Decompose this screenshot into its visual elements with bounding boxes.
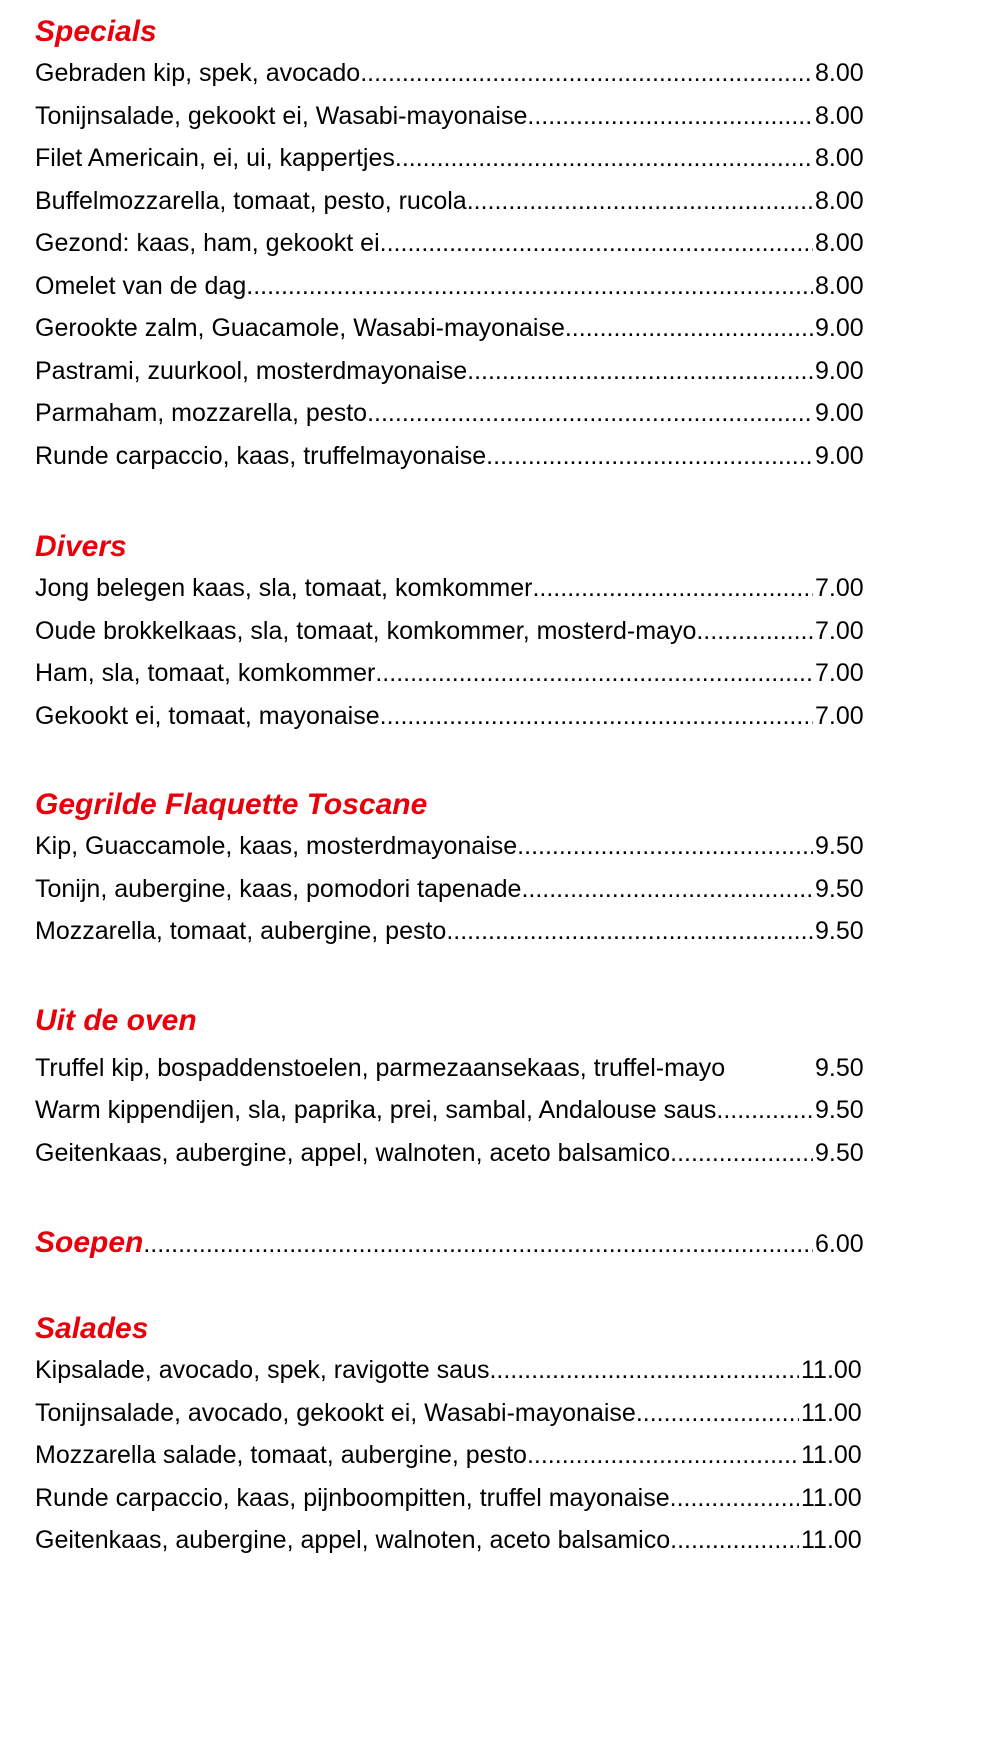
menu-item xyxy=(35,1519,885,1562)
menu-item xyxy=(35,307,885,350)
menu-item xyxy=(35,1089,885,1132)
items-specials xyxy=(35,52,885,477)
items-flaquette xyxy=(35,825,885,953)
dot-leader xyxy=(521,868,813,911)
item-price: 8.00 xyxy=(815,186,864,215)
item-price: 9.50 xyxy=(815,874,864,903)
dot-leader xyxy=(467,180,813,223)
item-price: 11.00 xyxy=(801,1441,862,1469)
items-oven xyxy=(35,1047,885,1175)
section-spacer xyxy=(35,1174,885,1220)
section-title-flaquette: Gegrilde Flaquette Toscane xyxy=(35,788,428,821)
item-name: Oude brokkelkaas, sla, tomaat, komkommer, mosterd-mayo xyxy=(35,616,697,645)
item-name: Ham, sla, tomaat, komkommer xyxy=(35,659,376,687)
item-price: 9.50 xyxy=(815,1053,864,1082)
item-name: Tonijn, aubergine, kaas, pomodori tapenade xyxy=(35,874,522,903)
dot-leader xyxy=(486,435,813,478)
item-price: 9.00 xyxy=(815,356,864,385)
item-name: Warm kippendijen, sla, paprika, prei, sambal, Andalouse saus xyxy=(35,1096,717,1124)
item-name: Gekookt ei, tomaat, mayonaise xyxy=(35,701,380,730)
dot-leader xyxy=(670,1519,799,1562)
section-spacer xyxy=(35,477,885,527)
section-divers xyxy=(35,527,885,737)
menu-item xyxy=(35,392,885,435)
item-price: 6.00 xyxy=(815,1230,864,1258)
dot-leader xyxy=(716,1089,813,1132)
dot-leader xyxy=(380,222,813,265)
item-price: 7.00 xyxy=(815,659,864,687)
item-name: Mozzarella, tomaat, aubergine, pesto xyxy=(35,917,447,945)
item-price: 8.00 xyxy=(815,271,864,300)
dot-leader xyxy=(446,910,813,953)
item-name: Omelet van de dag xyxy=(35,271,247,300)
items-divers xyxy=(35,567,885,737)
item-name: Jong belegen kaas, sla, tomaat, komkommer xyxy=(35,574,533,602)
menu-item xyxy=(35,95,885,138)
item-name: Mozzarella salade, tomaat, aubergine, pesto xyxy=(35,1441,527,1469)
item-name: Geitenkaas, aubergine, appel, walnoten, aceto balsamico xyxy=(35,1526,671,1554)
item-name: Gezond: kaas, ham, gekookt ei xyxy=(35,229,380,257)
item-name: Geitenkaas, aubergine, appel, walnoten, aceto balsamico xyxy=(35,1138,671,1167)
menu-item xyxy=(35,52,885,95)
item-price: 9.00 xyxy=(815,399,864,427)
section-title-salades: Salades xyxy=(35,1312,149,1345)
item-name: Tonijnsalade, gekookt ei, Wasabi-mayonaise xyxy=(35,101,528,130)
item-name: Tonijnsalade, avocado, gekookt ei, Wasabi-mayonaise xyxy=(35,1398,636,1427)
item-price: 9.50 xyxy=(815,832,864,860)
section-oven xyxy=(35,1001,885,1175)
menu-item xyxy=(35,350,885,393)
item-price: 11.00 xyxy=(801,1398,862,1427)
item-price: 11.00 xyxy=(801,1483,862,1512)
item-price: 8.00 xyxy=(815,144,864,172)
section-title-specials: Specials xyxy=(35,15,157,48)
menu-item xyxy=(35,1132,885,1175)
section-title-oven: Uit de oven xyxy=(35,1003,197,1037)
section-spacer xyxy=(35,953,885,1001)
section-specials xyxy=(35,12,885,477)
item-price: 8.00 xyxy=(815,229,864,257)
dot-leader xyxy=(517,825,813,868)
item-name: Runde carpaccio, kaas, pijnboompitten, truffel mayonaise xyxy=(35,1483,670,1512)
menu-item xyxy=(35,1349,885,1392)
soepen-row xyxy=(35,1220,885,1265)
item-price: 9.00 xyxy=(815,314,864,342)
menu-item xyxy=(35,825,885,868)
item-price: 7.00 xyxy=(815,616,864,645)
section-title-soepen: Soepen xyxy=(35,1226,144,1259)
item-name: Pastrami, zuurkool, mosterdmayonaise xyxy=(35,356,468,385)
menu-item xyxy=(35,137,885,180)
item-name: Filet Americain, ei, ui, kappertjes xyxy=(35,144,395,172)
dot-leader xyxy=(375,652,813,695)
menu-item xyxy=(35,265,885,308)
dot-leader xyxy=(527,95,813,138)
item-name: Runde carpaccio, kaas, truffelmayonaise xyxy=(35,441,487,470)
item-price: 9.00 xyxy=(815,441,864,470)
section-title-divers: Divers xyxy=(35,530,127,563)
menu-item xyxy=(35,910,885,953)
item-name: Parmaham, mozzarella, pesto xyxy=(35,399,368,427)
menu-document xyxy=(35,12,885,1562)
item-name: Kip, Guaccamole, kaas, mosterdmayonaise xyxy=(35,832,518,860)
menu-item xyxy=(35,222,885,265)
item-price: 11.00 xyxy=(801,1526,862,1554)
section-spacer xyxy=(35,737,885,785)
item-price: 11.00 xyxy=(801,1356,862,1384)
dot-leader xyxy=(246,265,813,308)
item-price: 9.50 xyxy=(815,917,864,945)
dot-leader xyxy=(395,137,813,180)
menu-item xyxy=(35,652,885,695)
menu-item xyxy=(35,695,885,738)
dot-leader xyxy=(532,567,813,610)
menu-item xyxy=(35,868,885,911)
dot-leader xyxy=(367,392,813,435)
dot-leader xyxy=(360,52,813,95)
item-name: Buffelmozzarella, tomaat, pesto, rucola xyxy=(35,186,467,215)
dot-leader xyxy=(670,1477,799,1520)
item-name: Gerookte zalm, Guacamole, Wasabi-mayonaise xyxy=(35,314,565,342)
menu-item xyxy=(35,1392,885,1435)
dot-leader xyxy=(380,695,813,738)
item-price: 7.00 xyxy=(815,574,864,602)
menu-item xyxy=(35,180,885,223)
item-price: 9.50 xyxy=(815,1138,864,1167)
menu-item xyxy=(35,1434,885,1477)
dot-leader xyxy=(143,1222,813,1267)
menu-item xyxy=(35,1477,885,1520)
section-soepen xyxy=(35,1220,885,1265)
item-name: Gebraden kip, spek, avocado xyxy=(35,59,361,87)
dot-leader xyxy=(467,350,813,393)
dot-leader xyxy=(527,1434,799,1477)
dot-leader xyxy=(565,307,813,350)
section-spacer xyxy=(35,1265,885,1309)
menu-item xyxy=(35,567,885,610)
dot-leader xyxy=(489,1349,799,1392)
section-flaquette xyxy=(35,785,885,953)
item-name: Kipsalade, avocado, spek, ravigotte saus xyxy=(35,1356,490,1384)
item-price: 8.00 xyxy=(815,101,864,130)
menu-item xyxy=(35,1047,885,1090)
section-salades xyxy=(35,1309,885,1562)
item-price: 9.50 xyxy=(815,1096,864,1124)
dot-leader xyxy=(636,1392,799,1435)
items-salades xyxy=(35,1349,885,1562)
menu-item xyxy=(35,435,885,478)
item-name: Truffel kip, bospaddenstoelen, parmezaansekaas, truffel-mayo xyxy=(35,1053,726,1082)
item-price: 7.00 xyxy=(815,701,864,730)
item-price: 8.00 xyxy=(815,59,864,87)
dot-leader xyxy=(696,610,813,653)
menu-item xyxy=(35,610,885,653)
dot-leader xyxy=(670,1132,813,1175)
